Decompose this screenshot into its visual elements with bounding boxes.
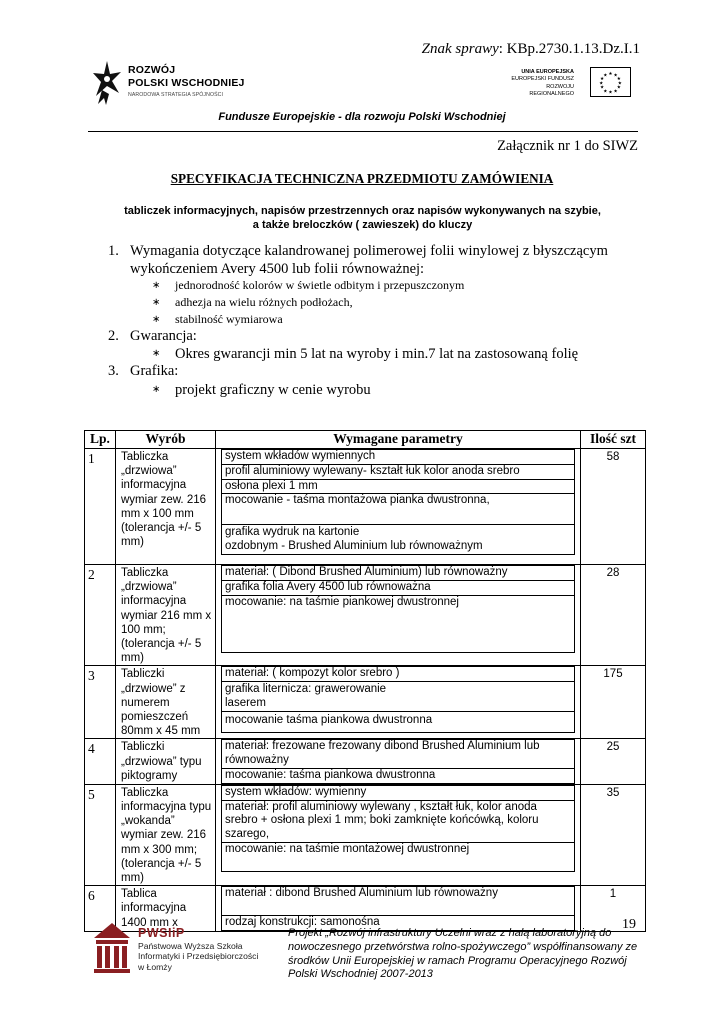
parameter-line: grafika folia Avery 4500 lub równoważna	[221, 580, 575, 595]
bullet-icon: ∗	[152, 348, 161, 359]
eu-logo	[506, 67, 626, 99]
product-cell: Tablica informacyjna 1400 mm x	[116, 886, 216, 932]
row-number: 4	[85, 739, 116, 784]
eu-logo-line1: UNIA EUROPEJSKA	[521, 69, 574, 75]
product-cell: Tabliczki „drzwiowe” z numerem pomieszczeń 80mm x 45 mm	[116, 666, 216, 739]
bullet-icon: ∗	[152, 384, 161, 395]
rpw-logo-line2: POLSKI WSCHODNIEJ	[128, 77, 245, 89]
parameter-line: materiał: profil aluminiowy wylewany , kształt łuk, kolor anoda srebro + osłona plexi 1 mm; boki zamknięte końcówką, koloru szarego,	[221, 800, 575, 842]
table-row	[85, 784, 646, 885]
parameter-line-part: grafika liternicza: grawerowanie	[225, 683, 387, 696]
parameters-cell	[216, 565, 581, 666]
attachment-label: Załącznik nr 1 do SIWZ	[497, 138, 638, 154]
table-header-row	[85, 431, 646, 449]
svg-text:★: ★	[613, 73, 618, 79]
row-number: 2	[85, 565, 116, 666]
parameter-line: mocowanie: na taśmie piankowej dwustronnej	[221, 595, 575, 653]
university-building-icon	[92, 920, 132, 974]
svg-text:★: ★	[617, 81, 622, 87]
parameter-line: materiał: ( kompozyt kolor srebro )	[221, 666, 575, 681]
requirement-3-number: 3.	[108, 363, 119, 379]
parameter-line: mocowanie: na taśmie montażowej dwustronnej	[221, 842, 575, 872]
quantity-cell: 175	[581, 666, 646, 739]
subtitle-line2: a także breloczków ( zawieszek) do kluczy	[252, 219, 473, 231]
svg-text:★: ★	[613, 89, 618, 95]
quantity-cell: 35	[581, 784, 646, 885]
case-number-label: Znak sprawy	[421, 41, 499, 57]
requirement-1-item: jednorodność kolorów w świetle odbitym i przepuszczonym	[175, 278, 465, 292]
svg-text:★: ★	[603, 73, 608, 79]
rozwoj-polski-wschodniej-logo	[92, 60, 282, 106]
parameter-line: mocowanie - taśma montażowa pianka dwustronna,	[221, 493, 575, 524]
header-divider	[88, 131, 638, 132]
row-number: 5	[85, 784, 116, 885]
parameter-line-part: laserem	[225, 697, 266, 710]
parameter-line: materiał : dibond Brushed Aluminium lub równoważny	[221, 886, 575, 915]
pwsiip-logo-subtitle	[138, 941, 258, 972]
parameters-cell	[216, 449, 581, 565]
eu-logo-line2: EUROPEJSKI FUNDUSZ	[511, 76, 574, 83]
program-line: Fundusze Europejskie - dla rozwoju Polski Wschodniej	[218, 111, 506, 123]
rpw-emblem-icon	[92, 60, 122, 106]
parameters-cell	[216, 784, 581, 885]
parameter-line: osłona plexi 1 mm	[221, 479, 575, 494]
product-cell: Tabliczki „drzwiowa” typu piktogramy	[116, 739, 216, 784]
requirement-2-number: 2.	[108, 328, 119, 344]
quantity-cell: 25	[581, 739, 646, 784]
document-subtitle	[90, 204, 635, 232]
parameter-line	[221, 681, 575, 711]
eu-logo-text	[506, 69, 574, 99]
column-header-parameters: Wymagane parametry	[216, 431, 581, 449]
eu-logo-line3: ROZWOJU REGIONALNEGO	[529, 83, 574, 98]
requirement-2-title: Gwarancja:	[130, 328, 197, 344]
product-cell: Tabliczka informacyjna typu „wokanda” wymiar zew. 216 mm x 300 mm; (tolerancja +/- 5 mm)	[116, 784, 216, 885]
parameter-line: profil aluminiowy wylewany- kształt łuk kolor anoda srebro	[221, 464, 575, 479]
quantity-cell: 58	[581, 449, 646, 565]
pwsiip-logo	[92, 920, 292, 980]
parameter-line	[221, 524, 575, 555]
parameter-line: mocowanie: taśma piankowa dwustronna	[221, 768, 575, 784]
product-cell: Tabliczka „drzwiowa” informacyjna wymiar 216 mm x 100 mm; (tolerancja +/- 5 mm)	[116, 565, 216, 666]
rpw-logo-line3: NARODOWA STRATEGIA SPÓJNOŚCI	[128, 92, 224, 98]
requirement-2-item: Okres gwarancji min 5 lat na wyroby i min.7 lat na zastosowaną folię	[175, 346, 579, 362]
svg-text:★: ★	[608, 72, 613, 77]
pwsiip-line3: w Łomży	[138, 961, 172, 972]
bullet-icon: ∗	[152, 314, 161, 325]
parameter-line: rodzaj konstrukcji: samonośna	[221, 915, 575, 931]
specification-table	[84, 430, 646, 932]
row-number: 1	[85, 449, 116, 565]
svg-text:★: ★	[608, 90, 613, 96]
svg-text:★: ★	[600, 85, 605, 91]
column-header-quantity: Ilość szt	[581, 431, 646, 449]
requirement-1-line2: wykończeniem Avery 4500 lub folii równoważnej:	[130, 261, 425, 277]
parameter-line: materiał: frezowane frezowany dibond Brushed Aluminium lub równoważny	[221, 739, 575, 768]
row-number: 3	[85, 666, 116, 739]
parameter-line: materiał: ( Dibond Brushed Aluminium) lub równoważny	[221, 565, 575, 580]
parameter-line-part: grafika wydruk na kartonie	[225, 526, 360, 539]
pwsiip-line1: Państwowa Wyższa Szkoła	[138, 941, 243, 951]
pwsiip-logo-name: PWSIiP	[138, 926, 185, 940]
parameters-cell	[216, 739, 581, 784]
bullet-icon: ∗	[152, 280, 161, 291]
svg-text:★: ★	[603, 89, 608, 95]
table-row	[85, 565, 646, 666]
quantity-cell: 28	[581, 565, 646, 666]
svg-text:★: ★	[600, 77, 605, 83]
svg-text:★: ★	[616, 77, 621, 83]
subtitle-line1: tabliczek informacyjnych, napisów przestrzennych oraz napisów wykonywanych na szybie,	[124, 205, 601, 217]
requirement-3-title: Grafika:	[130, 363, 179, 379]
requirement-3-item: projekt graficzny w cenie wyrobu	[175, 382, 371, 398]
document-title: SPECYFIKACJA TECHNICZNA PRZEDMIOTU ZAMÓWIENIA	[170, 171, 554, 186]
column-header-product: Wyrób	[116, 431, 216, 449]
svg-text:★: ★	[616, 85, 621, 91]
requirement-1-item: stabilność wymiarowa	[175, 312, 283, 326]
quantity-cell: 1	[581, 886, 646, 932]
parameter-line: mocowanie taśma piankowa dwustronna	[221, 711, 575, 733]
requirement-1-line1: Wymagania dotyczące kalandrowanej polimerowej folii winylowej z błyszczącym	[130, 243, 608, 259]
product-cell: Tabliczka „drzwiowa” informacyjna wymiar zew. 216 mm x 100 mm (tolerancja +/- 5 mm)	[116, 449, 216, 565]
parameter-line-part: ozdobnym - Brushed Aluminium lub równoważnym	[225, 540, 483, 553]
pwsiip-line2: Informatyki i Przedsiębiorczości	[138, 951, 259, 962]
requirement-1-item: adhezja na wielu różnych podłożach,	[175, 295, 353, 309]
rpw-logo-line1: ROZWÓJ	[128, 64, 176, 76]
svg-text:★: ★	[599, 81, 604, 87]
parameters-cell	[216, 666, 581, 739]
column-header-lp: Lp.	[85, 431, 116, 449]
footer-project-note: Projekt „Rozwój infrastruktury Uczelni wraz z halą laboratoryjną do nowoczesnego przetwórstwa rolno-spożywczego” współfinansowany ze środków Unii Europejskiej w ramach Programu Operacyjnego Rozwój Polski Wschodniej 2007-2013	[288, 927, 638, 981]
parameter-line: system wkładów wymiennych	[221, 449, 575, 464]
case-number	[422, 41, 640, 58]
case-number-value: : KBp.2730.1.13.Dz.I.1	[498, 41, 640, 57]
page-number: 19	[622, 917, 636, 932]
table-row	[85, 666, 646, 739]
table-row	[85, 739, 646, 784]
eu-flag-icon	[590, 67, 631, 97]
requirement-1-number: 1.	[108, 243, 119, 259]
parameter-line: system wkładów: wymienny	[221, 785, 575, 800]
row-number: 6	[85, 886, 116, 932]
bullet-icon: ∗	[152, 297, 161, 308]
table-row	[85, 449, 646, 565]
